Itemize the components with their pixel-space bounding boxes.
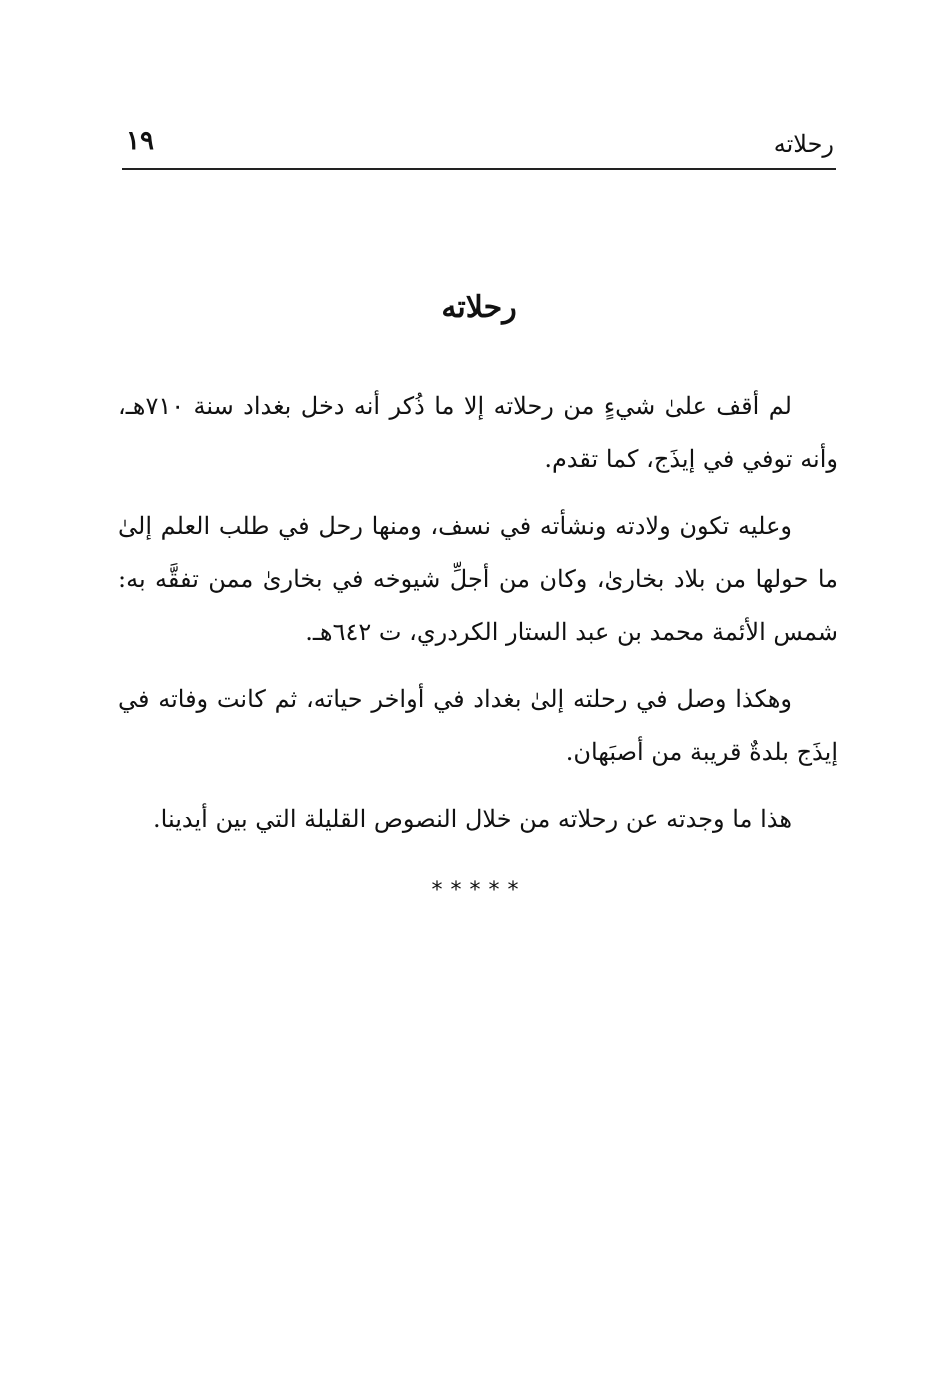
running-title: رحلاته — [773, 130, 834, 158]
page-number: ١٩ — [126, 126, 154, 156]
running-header — [122, 120, 836, 170]
paragraph-3: وهكذا وصل في رحلته إلىٰ بغداد في أواخر حياته، ثم كانت وفاته في إيذَج بلدةٌ قريبة من أصبَهان. — [118, 685, 838, 766]
paragraph-1: لم أقف علىٰ شيءٍ من رحلاته إلا ما ذُكر أنه دخل بغداد سنة ٧١٠هـ، وأنه توفي في إيذَج، كما تقدم. — [118, 392, 838, 473]
section-separator: ***** — [431, 878, 527, 903]
chapter-title: رحلاته — [441, 290, 517, 325]
body-text — [118, 380, 838, 860]
paragraph-2: وعليه تكون ولادته ونشأته في نسف، ومنها رحل في طلب العلم إلىٰ ما حولها من بلاد بخارىٰ، وكان من أجلِّ شيوخه في بخارىٰ ممن تفقَّه به: شمس الأئمة محمد بن عبد الستار الكردري، ت ٦٤٢هـ. — [118, 512, 838, 646]
paragraph-4: هذا ما وجدته عن رحلاته من خلال النصوص القليلة التي بين أيدينا. — [153, 805, 792, 833]
